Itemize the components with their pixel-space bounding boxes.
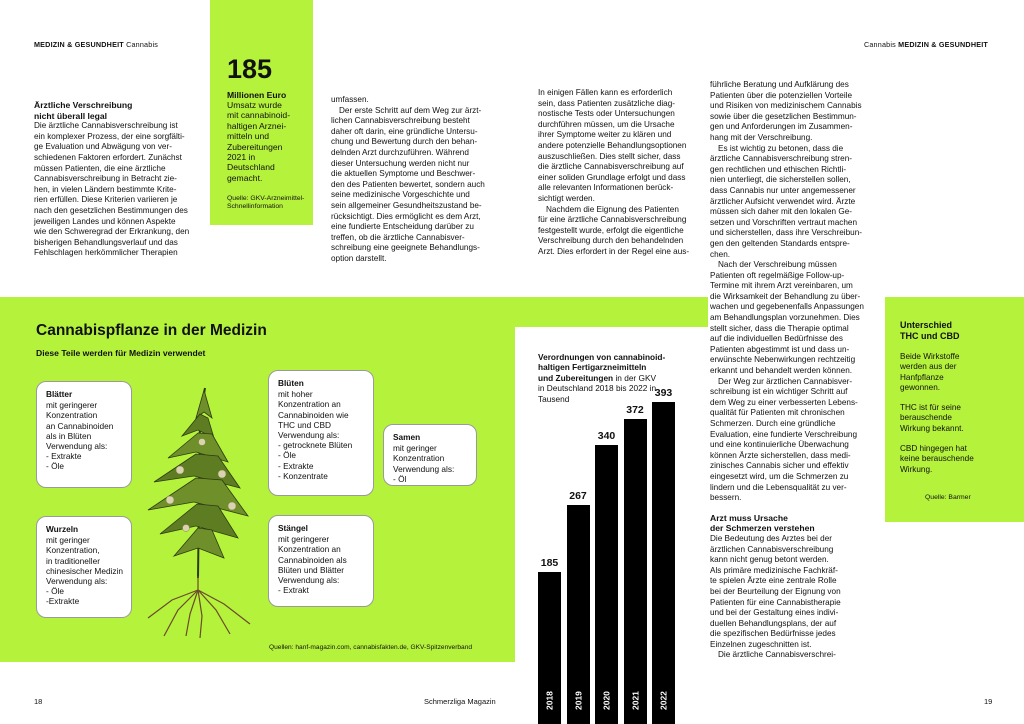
article-heading	[34, 100, 199, 121]
text-line: rien erfüllen. Diese Kriterien variieren je	[34, 195, 178, 205]
text-line: berauschende	[900, 413, 952, 423]
text-line: sichtigt werden.	[538, 193, 595, 203]
infographic-subtitle: Diese Teile werden für Medizin verwendet	[36, 348, 206, 358]
running-header-left: MEDIZIN & GESUNDHEIT Cannabis	[34, 40, 159, 49]
box-title: Stängel	[278, 523, 308, 533]
box-staengel	[268, 515, 374, 607]
text-line: alle relevanten Informationen berück-	[538, 183, 674, 193]
chart-title-bold: Verordnungen von cannabinoid-	[538, 352, 666, 362]
stat-source	[227, 195, 304, 211]
text-line: am Behandlungsplan vorzunehmen. Dies	[710, 313, 860, 323]
heading-line: Ärztliche Verschreibung	[34, 100, 133, 110]
text-line: Patienten über die potenziellen Vorteile	[710, 90, 853, 100]
text-line: Zubereitungen	[227, 141, 283, 152]
text-line: mitteln und	[227, 131, 270, 142]
box-line: - Öle	[46, 461, 64, 472]
stat-box	[210, 0, 313, 225]
text-line: lichen Cannabisverschreibung besteht	[331, 116, 470, 126]
box-title: Samen	[393, 432, 421, 442]
text-line: müssen sich daher mit den lokalen Ge-	[710, 207, 852, 217]
chart-title-text: in Deutschland 2018 bis 2022 in	[538, 383, 657, 394]
box-title: Blätter	[46, 389, 73, 399]
text-line: die spezifischen Bedürfnisse jedes	[710, 629, 836, 639]
chart-title-text: Tausend	[538, 393, 570, 404]
text-line: Schnellinformation	[227, 203, 283, 211]
text-line: setzen und Vorschriften vertraut machen	[710, 217, 857, 227]
text-line: eingesetzt wird, um die Schmerzen zu	[710, 471, 849, 481]
sidebar-paragraph	[900, 352, 1015, 393]
box-line: mit geringerer	[46, 400, 98, 411]
box-line: - Extrakte	[46, 451, 82, 462]
sidebar-source: Quelle: Barmer	[925, 494, 971, 501]
text-line: In einigen Fällen kann es erforderlich	[538, 88, 673, 97]
text-line: Hanfpflanze	[900, 372, 944, 382]
sidebar-title-line: Unterschied	[900, 320, 953, 330]
box-line: Verwendung als:	[393, 463, 455, 474]
text-line: auf die individuellen Bedürfnisse des	[710, 334, 843, 344]
box-line: -Extrakte	[46, 596, 80, 607]
text-line: mit cannabinoid-	[227, 110, 291, 121]
sidebar-title	[900, 320, 960, 342]
running-header-right: Cannabis MEDIZIN & GESUNDHEIT	[863, 40, 988, 49]
heading-line: nicht überall legal	[34, 110, 108, 121]
sidebar-body	[900, 352, 1015, 485]
text-line: festgestellt wurde, erfolgt die eigentliche	[538, 225, 684, 235]
text-line: und eine kontinuierliche Überwachung	[710, 440, 849, 450]
text-line: können Ärzte sicherstellen, dass medi-	[710, 450, 851, 460]
box-line: mit geringer	[393, 443, 437, 454]
text-line: erwünschte Nebenwirkungen rechtzeitig	[710, 355, 856, 365]
box-title: Blüten	[278, 378, 304, 388]
text-line: kann nicht genug betont werden.	[710, 555, 829, 565]
text-line: dass Cannabis nur unter angemessener	[710, 185, 856, 195]
article-column-4	[710, 80, 880, 661]
text-line: jeweiligen Landes und können Aspekte	[34, 216, 176, 226]
text-line: nien unterliegt, die sicherstellen sollen,	[710, 175, 851, 185]
text-line: lindern und die Lebensqualität zu ver-	[710, 482, 847, 492]
text-line: Evaluation, eine fundierte Verschreibung	[710, 429, 858, 439]
column-4b-text	[710, 534, 880, 661]
text-line: Der erste Schritt auf dem Weg zur ärzt-	[339, 105, 482, 115]
text-line: Es ist wichtig zu betonen, dass die	[718, 143, 844, 153]
text-line: 2021 in	[227, 152, 256, 163]
box-line: chinesischer Medizin	[46, 565, 124, 576]
text-line: Nachdem die Eignung des Patienten	[546, 204, 679, 214]
box-line: an Cannabinoiden	[46, 420, 114, 431]
text-line: option darstellt.	[331, 253, 387, 263]
text-line: Cannabisverschreibung in Betracht zie-	[34, 174, 177, 184]
text-line: THC ist für seine	[900, 403, 961, 413]
text-line: auszuschließen. Dies stellt sicher, dass	[538, 151, 681, 161]
box-line: Konzentration an	[278, 399, 341, 410]
text-line: führliche Beratung und Aufklärung des	[710, 80, 849, 89]
text-line: ärztliche Cannabisverschreibung stren-	[710, 154, 852, 164]
box-line: Konzentration,	[46, 545, 100, 556]
infographic-panel-strip	[515, 297, 708, 327]
text-line: die aktuellen Symptome und Beschwer-	[331, 169, 476, 179]
infographic-title: Cannabispflanze in der Medizin	[36, 322, 267, 339]
bar-category-label: 2022	[658, 691, 669, 711]
text-line: eine fundierte Entscheidung darüber zu	[331, 222, 474, 232]
text-line: te spielen Ärzte eine zentrale Rolle	[710, 576, 837, 586]
text-line: nach den gesetzlichen Bestimmungen des	[34, 205, 188, 215]
sidebar-title-line: THC und CBD	[900, 331, 960, 341]
text-line: Nach der Verschreibung müssen	[718, 260, 837, 270]
text-line: hang mit der Verschreibung.	[710, 132, 813, 142]
chart-title-text: in der GKV	[613, 372, 657, 383]
text-line: ge Evaluation und Abwägung von ver-	[34, 142, 172, 152]
text-line: Die ärztliche Cannabisverschrei-	[718, 650, 836, 660]
text-line: gemacht.	[227, 172, 263, 183]
box-line: Cannabinoiden als	[278, 554, 347, 565]
page-number-right: 19	[984, 697, 993, 706]
text-line: gen den geltenden Standards entspre-	[710, 238, 850, 248]
bar-value-label: 267	[569, 490, 587, 502]
text-line: chung und Bewertung durch den behan-	[331, 137, 478, 147]
box-line: als in Blüten	[46, 430, 92, 441]
text-line: die ärztliche Cannabisverschreibung auf	[538, 162, 684, 172]
text-line: Fehlschlagen herkömmlicher Therapien	[34, 248, 178, 258]
box-line: mit geringer	[46, 535, 90, 546]
text-line: gen rechtlichen und ethischen Richtli-	[710, 164, 847, 174]
text-line: erkannt und behandelt werden können.	[710, 366, 853, 376]
text-line: Beide Wirkstoffe	[900, 352, 960, 361]
column-3-text	[538, 88, 703, 258]
text-line: die Wirksamkeit der Behandlung zu über-	[710, 291, 861, 301]
text-line: müssen Patienten, die eine ärztliche	[34, 163, 166, 173]
text-line: Schmerzen. Durch eine gründliche	[710, 419, 836, 428]
box-blaetter	[36, 381, 132, 488]
bar-value-label: 393	[654, 387, 673, 399]
bar-2022	[652, 402, 675, 724]
text-line: andere potenzielle Behandlungsoptionen	[538, 140, 687, 150]
box-line: - Öle	[46, 586, 64, 597]
box-line: Konzentration an	[278, 544, 341, 555]
text-line: und sicherstellen, dass ihre Verschreibun-	[710, 228, 863, 238]
text-line: delnden Arzt durchzuführen. Während	[331, 147, 469, 157]
box-line: Konzentration	[46, 410, 98, 421]
text-line: bisherigen Behandlungsverlauf und das	[34, 237, 178, 247]
text-line: sein, dass Patienten zusätzliche diag-	[538, 98, 675, 108]
box-line: Konzentration	[393, 453, 445, 464]
chart-title-bold: und Zubereitungen	[538, 372, 614, 383]
text-line: wie den Schweregrad der Erkrankung, den	[34, 227, 190, 237]
stat-text	[227, 100, 290, 183]
text-line: für eine ärztliche Cannabisverschreibung	[538, 215, 687, 225]
box-line: - Öle	[278, 450, 296, 461]
text-line: daher oft darin, eine gründliche Untersu-	[331, 126, 478, 136]
text-line: chen.	[710, 249, 731, 259]
text-line: durchführen müssen, um die Ursache	[538, 119, 675, 129]
text-line: Termine mit ihrem Arzt vereinbaren, um	[710, 281, 853, 291]
text-line: Patienten abgestimmt ist und dass un-	[710, 344, 850, 354]
page-number-left: 18	[34, 697, 43, 706]
box-line: Verwendung als:	[278, 575, 340, 586]
bar-category-label: 2018	[544, 691, 555, 711]
text-line: keine berauschende	[900, 454, 974, 464]
box-line: mit hoher	[278, 389, 313, 400]
bar-2021	[624, 419, 647, 724]
stat-number: 185	[227, 54, 273, 84]
box-wurzeln	[36, 516, 132, 618]
box-samen	[383, 424, 477, 486]
text-line: Quelle: GKV-Arzneimittel-	[227, 195, 305, 202]
text-line: ihrer Symptome weiter zu klären und	[538, 130, 672, 140]
text-line: sein allgemeiner Gesundheitszustand be-	[331, 200, 482, 210]
text-line: qualität für Patienten mit chronischen	[710, 408, 845, 418]
text-line: Patienten oft regelmäßige Follow-up-	[710, 270, 845, 280]
box-line: - Extrakt	[278, 585, 309, 596]
article-column-2	[331, 95, 501, 265]
text-line: gewonnen.	[900, 382, 941, 392]
box-line: - Konzentrate	[278, 470, 328, 481]
text-line: Deutschland	[227, 162, 275, 173]
box-line: Verwendung als:	[46, 441, 108, 452]
text-line: CBD hingegen hat	[900, 444, 967, 454]
chart-title-bold: haltigen Fertigarzneimitteln	[538, 362, 647, 373]
box-line: Blüten und Blätter	[278, 564, 344, 575]
bar-category-label: 2019	[573, 691, 583, 711]
bar-category-label: 2021	[630, 691, 640, 711]
stat-unit: Millionen Euro	[227, 90, 287, 100]
magazine-name: Schmerzliga Magazin	[424, 697, 496, 706]
text-line: Patienten für eine Cannabistherapie	[710, 597, 841, 607]
text-line: den des Patienten bewertet, sondern auch	[331, 179, 485, 189]
bar-category-label: 2020	[601, 691, 612, 711]
chart-title-line	[538, 352, 708, 362]
text-line: ein komplexer Prozess, der eine sorgfälti-	[34, 131, 185, 141]
text-line: ärztlichen Cannabisverschreibung	[710, 544, 834, 554]
box-line: mit geringerer	[278, 534, 330, 545]
box-line: Cannabinoiden wie	[278, 409, 349, 420]
sidebar-paragraph	[900, 444, 1015, 475]
infographic-source: Quellen: hanf-magazin.com, cannabisfakten.de, GKV-Spitzenverband	[269, 644, 473, 651]
text-line: hen, in vielen Ländern bestimmte Krite-	[34, 184, 177, 194]
text-line: bei der Beurteilung der Eignung von	[710, 586, 841, 596]
text-line: dieser Untersuchung werden nicht nur	[331, 158, 470, 168]
box-line: Verwendung als:	[46, 576, 108, 587]
column-1-text	[34, 121, 199, 259]
chart-title-line	[538, 362, 708, 372]
text-line: Verschreibung durch den behandelnden	[538, 236, 684, 246]
box-line: in traditioneller	[46, 555, 100, 566]
text-line: wachen und gegebenenfalls Anpassungen	[710, 302, 864, 312]
box-line: Verwendung als:	[278, 430, 340, 441]
text-line: Umsatz wurde	[227, 100, 282, 110]
box-line: - getrocknete Blüten	[278, 440, 353, 451]
text-line: schreibung eine geeignete Behandlungs-	[331, 243, 480, 253]
text-line: bessern.	[710, 493, 742, 503]
heading-line: der Schmerzen verstehen	[710, 523, 815, 534]
box-line: THC und CBD	[278, 419, 332, 430]
text-line: werden aus der	[900, 362, 957, 372]
box-title: Wurzeln	[46, 524, 79, 534]
text-line: duellen Behandlungsplans, der auf	[710, 618, 837, 628]
text-line: Der Weg zur ärztlichen Cannabisver-	[718, 376, 853, 386]
text-line: gen und Anforderungen im Zusammen-	[710, 122, 853, 132]
text-line: umfassen.	[331, 95, 369, 104]
bar-2020	[595, 445, 618, 724]
text-line: schreibung ist ein wichtiger Schritt auf	[710, 387, 848, 397]
text-line: und bei der Gestaltung eines indivi-	[710, 608, 839, 618]
text-line: zinisches Cannabis sicher und effektiv	[710, 461, 849, 471]
text-line: dem Weg zu einer verbesserten Lebens-	[710, 397, 858, 407]
text-line: haltigen Arznei-	[227, 120, 287, 131]
column-2-text	[331, 95, 501, 265]
bar-chart	[538, 380, 673, 724]
text-line: nostische Tests oder Untersuchungen	[538, 109, 675, 119]
text-line: Einzelnen zugeschnitten ist.	[710, 639, 812, 649]
box-line: - Extrakte	[278, 460, 314, 471]
text-line: Arzt. Dies erfordert in der Regel eine aus-	[538, 246, 690, 256]
text-line: rücksichtigt. Dies ermöglicht es dem Arzt,	[331, 211, 481, 221]
bar-value-label: 340	[597, 430, 616, 442]
text-line: stellt sicher, dass die Therapie optimal	[710, 323, 849, 333]
column-4-text	[710, 80, 880, 504]
text-line: Die Bedeutung des Arztes bei der	[710, 533, 832, 543]
text-line: und Risiken von medizinischem Cannabis	[710, 101, 862, 111]
subheading-arzt	[710, 513, 880, 534]
text-line: seine medizinische Vorgeschichte und	[331, 190, 470, 200]
text-line: Als primäre medizinische Fachkräf-	[710, 565, 838, 575]
bar-value-label: 372	[626, 404, 644, 416]
text-line: einer soliden Grundlage erfolgt und dass	[538, 172, 686, 182]
text-line: schiedenen Faktoren erfordert. Zunächst	[34, 152, 182, 162]
heading-line: Arzt muss Ursache	[710, 512, 788, 523]
text-line: sowie über die gesetzlichen Bestimmun-	[710, 111, 857, 121]
article-column-3	[538, 88, 703, 258]
text-line: Die ärztliche Cannabisverschreibung ist	[34, 121, 178, 131]
text-line: Wirkung bekannt.	[900, 423, 964, 433]
text-line: treffen, ob die ärztliche Cannabisver-	[331, 232, 465, 242]
bar-value-label: 185	[540, 557, 559, 569]
sidebar-paragraph	[900, 403, 1015, 434]
text-line: ärztlicher Aufsicht verwendet wird. Ärzte	[710, 196, 856, 206]
box-blueten	[268, 370, 374, 496]
article-column-1	[34, 100, 199, 259]
text-line: Wirkung.	[900, 464, 933, 474]
box-line: - Öl	[393, 473, 407, 484]
cannabis-plant-illustration	[140, 378, 270, 640]
